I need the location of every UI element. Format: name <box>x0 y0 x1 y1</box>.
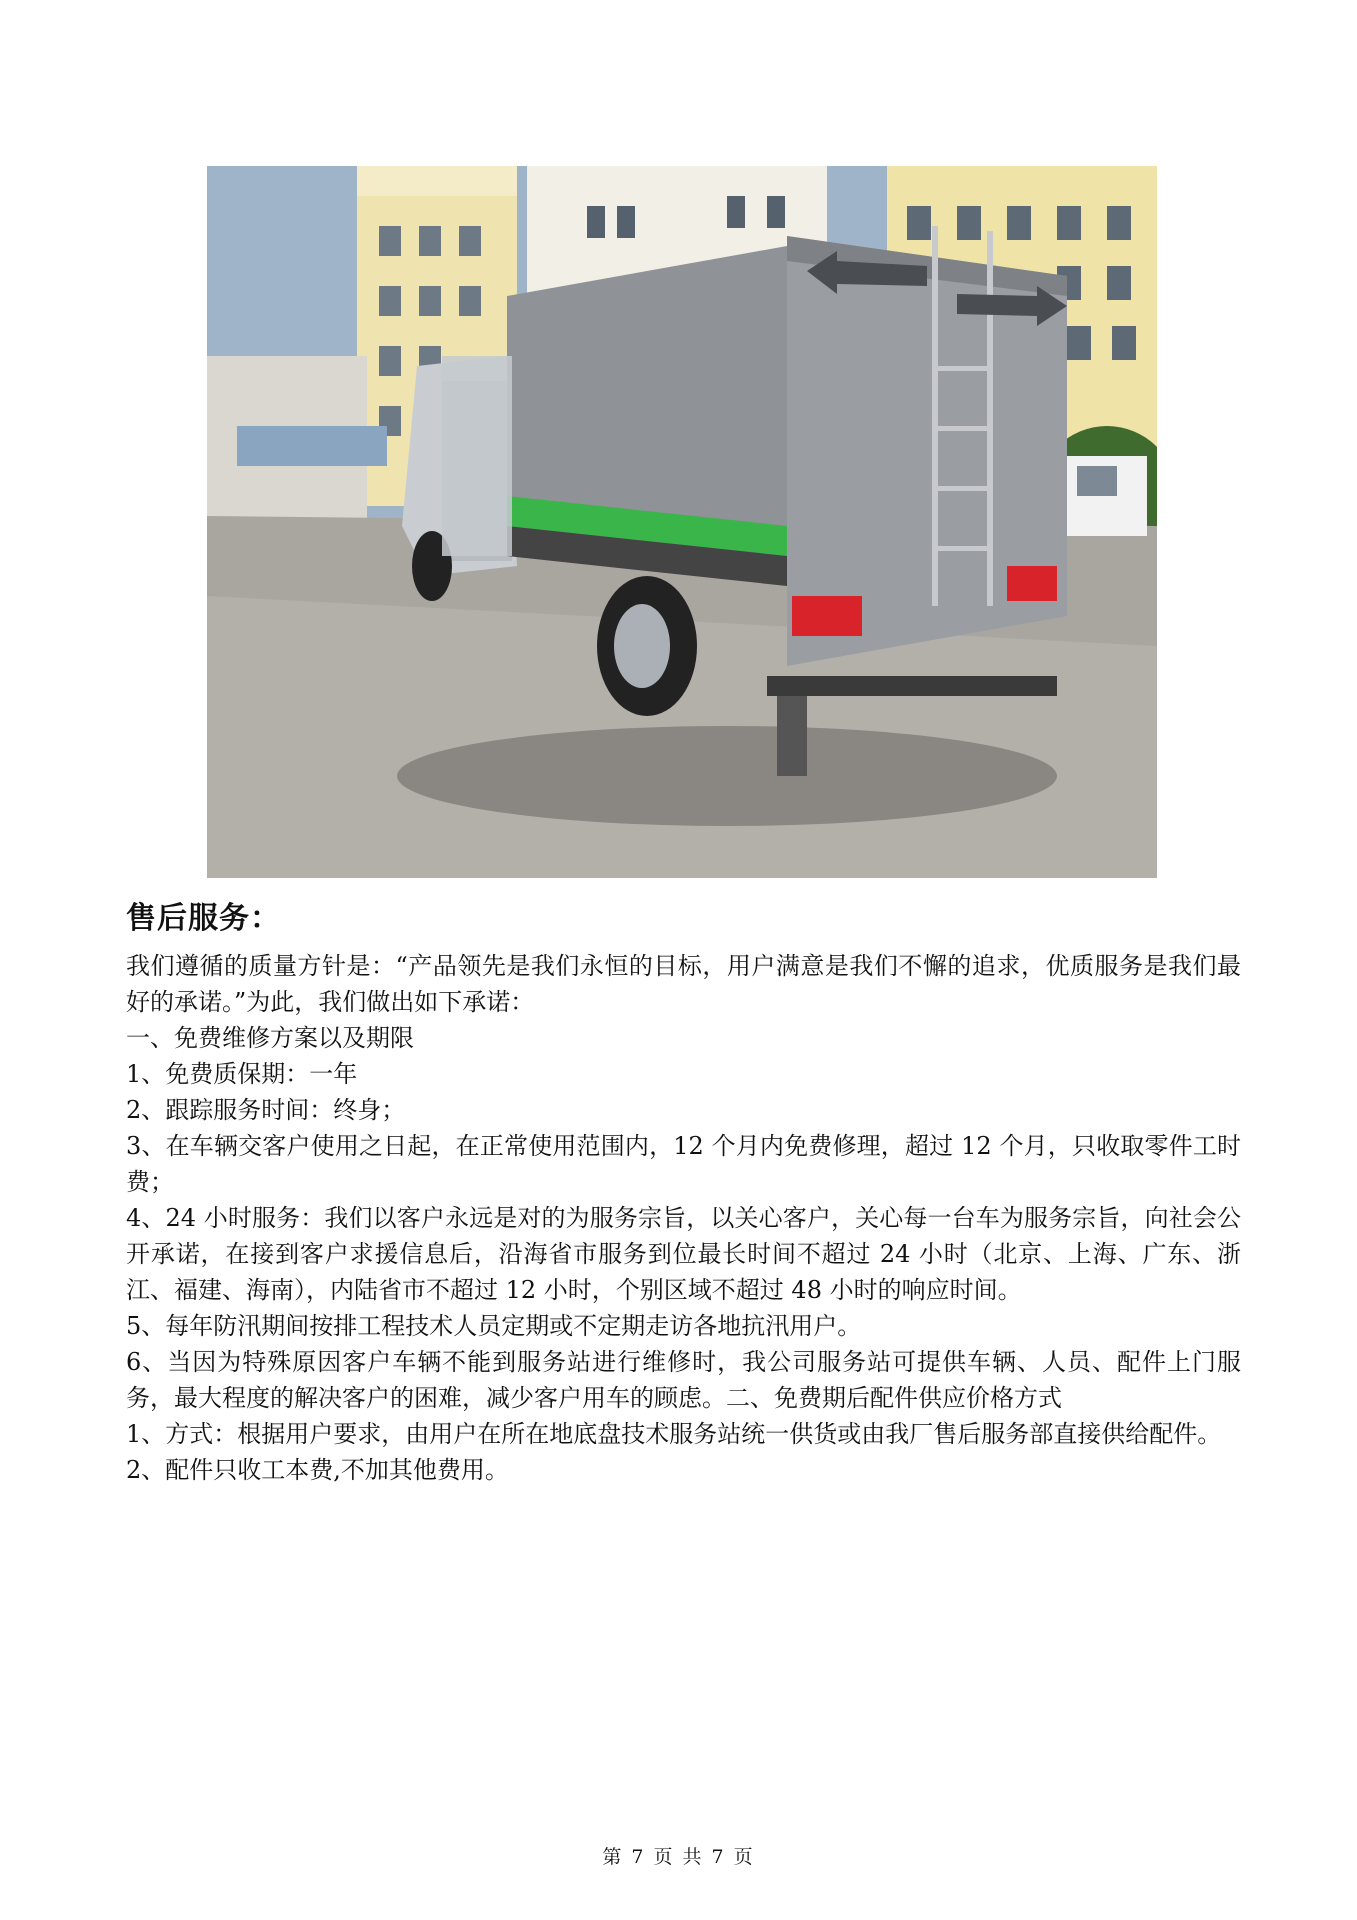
section-heading: 售后服务： <box>126 901 281 936</box>
paragraph-item-3: 3、在车辆交客户使用之日起，在正常使用范围内，12 个月内免费修理，超过 12 个月，只收取零件工时费； <box>126 1132 1241 1196</box>
paragraph-parts-2: 2、配件只收工本费,不加其他费用。 <box>126 1456 509 1484</box>
body-text <box>126 948 1241 1488</box>
paragraph-parts-1: 1、方式：根据用户要求，由用户在所在地底盘技术服务站统一供货或由我厂售后服务部直接供给配件。 <box>126 1420 1222 1448</box>
paragraph-quality-policy: 我们遵循的质量方针是：“产品领先是我们永恒的目标，用户满意是我们不懈的追求，优质服务是我们最好的承诺。”为此，我们做出如下承诺： <box>126 952 1241 1016</box>
paragraph-item-1: 1、免费质保期：一年 <box>126 1060 358 1088</box>
truck-photo <box>207 166 1157 878</box>
paragraph-item-2: 2、跟踪服务时间：终身； <box>126 1096 406 1124</box>
paragraph-item-5: 5、每年防汛期间按排工程技术人员定期或不定期走访各地抗汛用户。 <box>126 1312 862 1340</box>
paragraph-section-one-title: 一、免费维修方案以及期限 <box>126 1024 414 1052</box>
paragraph-item-6: 6、当因为特殊原因客户车辆不能到服务站进行维修时，我公司服务站可提供车辆、人员、配件上门服务，最大程度的解决客户的困难，减少客户用车的顾虑。二、免费期后配件供应价格方式 <box>126 1348 1241 1412</box>
page-number: 第 7 页 共 7 页 <box>602 1846 755 1868</box>
paragraph-item-4: 4、24 小时服务：我们以客户永远是对的为服务宗旨，以关心客户，关心每一台车为服务宗旨，向社会公开承诺，在接到客户求援信息后，沿海省市服务到位最长时间不超过 24 小时（北京、上海、广东、浙江、福建、海南），内陆省市不超过 12 小时，个别区域不超过 48 小时的响应时间。 <box>126 1204 1241 1304</box>
